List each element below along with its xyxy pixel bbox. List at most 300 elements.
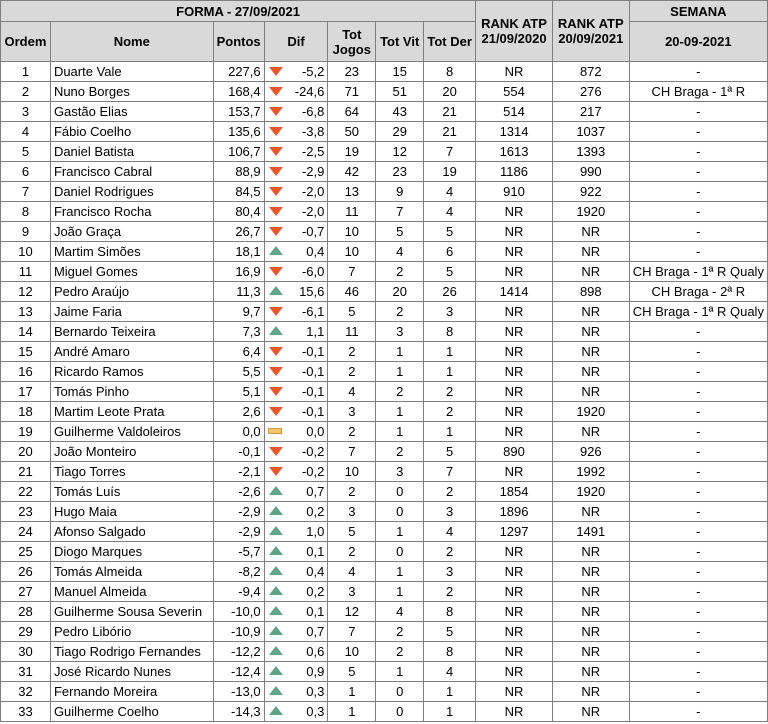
cell-tot-vit[interactable]: 1 [376, 342, 424, 362]
cell-tot-der[interactable]: 3 [424, 302, 476, 322]
cell-pontos[interactable]: 5,1 [213, 382, 264, 402]
cell-pontos[interactable]: 11,3 [213, 282, 264, 302]
cell-nome[interactable]: Hugo Maia [50, 502, 213, 522]
cell-ordem[interactable]: 22 [1, 482, 51, 502]
cell-semana[interactable]: - [629, 322, 767, 342]
cell-rank-2020[interactable]: NR [476, 602, 553, 622]
header-semana[interactable]: SEMANA [629, 1, 767, 22]
cell-rank-2020[interactable]: NR [476, 302, 553, 322]
header-rank-atp-2020[interactable] [476, 1, 553, 62]
cell-dif[interactable] [264, 442, 328, 462]
cell-tot-jogos[interactable]: 5 [328, 522, 376, 542]
cell-ordem[interactable]: 17 [1, 382, 51, 402]
cell-ordem[interactable]: 14 [1, 322, 51, 342]
cell-dif[interactable] [264, 502, 328, 522]
cell-nome[interactable]: João Graça [50, 222, 213, 242]
cell-semana[interactable]: - [629, 342, 767, 362]
cell-dif[interactable] [264, 422, 328, 442]
cell-semana[interactable]: - [629, 582, 767, 602]
cell-tot-jogos[interactable]: 11 [328, 202, 376, 222]
cell-ordem[interactable]: 12 [1, 282, 51, 302]
cell-tot-vit[interactable]: 1 [376, 522, 424, 542]
cell-dif[interactable] [264, 262, 328, 282]
cell-dif[interactable] [264, 642, 328, 662]
cell-tot-vit[interactable]: 43 [376, 102, 424, 122]
cell-dif[interactable] [264, 482, 328, 502]
cell-tot-vit[interactable]: 0 [376, 682, 424, 702]
cell-rank-2021[interactable]: NR [552, 542, 629, 562]
cell-tot-jogos[interactable]: 2 [328, 342, 376, 362]
cell-pontos[interactable]: -14,3 [213, 702, 264, 722]
header-dif[interactable]: Dif [264, 22, 328, 62]
cell-rank-2021[interactable]: 1393 [552, 142, 629, 162]
cell-nome[interactable]: Guilherme Coelho [50, 702, 213, 722]
cell-ordem[interactable]: 5 [1, 142, 51, 162]
cell-pontos[interactable]: 88,9 [213, 162, 264, 182]
cell-rank-2020[interactable]: NR [476, 342, 553, 362]
cell-rank-2021[interactable]: 1920 [552, 402, 629, 422]
cell-tot-vit[interactable]: 1 [376, 362, 424, 382]
cell-ordem[interactable]: 1 [1, 62, 51, 82]
cell-rank-2021[interactable]: 926 [552, 442, 629, 462]
cell-tot-jogos[interactable]: 50 [328, 122, 376, 142]
cell-tot-jogos[interactable]: 10 [328, 642, 376, 662]
cell-dif[interactable] [264, 682, 328, 702]
cell-tot-der[interactable]: 7 [424, 142, 476, 162]
cell-dif[interactable] [264, 142, 328, 162]
cell-semana[interactable]: - [629, 142, 767, 162]
cell-ordem[interactable]: 8 [1, 202, 51, 222]
cell-nome[interactable]: Guilherme Sousa Severin [50, 602, 213, 622]
cell-dif[interactable] [264, 122, 328, 142]
cell-rank-2020[interactable]: NR [476, 542, 553, 562]
cell-semana[interactable]: - [629, 642, 767, 662]
cell-dif[interactable] [264, 302, 328, 322]
cell-tot-der[interactable]: 7 [424, 462, 476, 482]
cell-dif[interactable] [264, 382, 328, 402]
cell-ordem[interactable]: 11 [1, 262, 51, 282]
cell-pontos[interactable]: 0,0 [213, 422, 264, 442]
cell-tot-der[interactable]: 2 [424, 482, 476, 502]
cell-pontos[interactable]: 18,1 [213, 242, 264, 262]
cell-nome[interactable]: Nuno Borges [50, 82, 213, 102]
cell-tot-vit[interactable]: 23 [376, 162, 424, 182]
cell-tot-der[interactable]: 2 [424, 402, 476, 422]
cell-tot-jogos[interactable]: 7 [328, 622, 376, 642]
cell-pontos[interactable]: 26,7 [213, 222, 264, 242]
cell-pontos[interactable]: -5,7 [213, 542, 264, 562]
cell-rank-2021[interactable]: 217 [552, 102, 629, 122]
cell-tot-der[interactable]: 1 [424, 362, 476, 382]
cell-dif[interactable] [264, 202, 328, 222]
cell-rank-2020[interactable]: NR [476, 662, 553, 682]
cell-rank-2020[interactable]: 1414 [476, 282, 553, 302]
cell-rank-2021[interactable]: NR [552, 602, 629, 622]
cell-nome[interactable]: Francisco Rocha [50, 202, 213, 222]
cell-tot-jogos[interactable]: 3 [328, 402, 376, 422]
cell-tot-vit[interactable]: 0 [376, 542, 424, 562]
cell-tot-jogos[interactable]: 19 [328, 142, 376, 162]
cell-tot-der[interactable]: 6 [424, 242, 476, 262]
cell-nome[interactable]: Tiago Torres [50, 462, 213, 482]
cell-tot-vit[interactable]: 4 [376, 242, 424, 262]
cell-semana[interactable]: - [629, 622, 767, 642]
cell-semana[interactable]: - [629, 682, 767, 702]
cell-rank-2020[interactable]: NR [476, 322, 553, 342]
cell-rank-2020[interactable]: 910 [476, 182, 553, 202]
cell-tot-der[interactable]: 4 [424, 202, 476, 222]
cell-tot-vit[interactable]: 9 [376, 182, 424, 202]
cell-semana[interactable]: CH Braga - 2ª R [629, 282, 767, 302]
cell-semana[interactable]: - [629, 102, 767, 122]
cell-dif[interactable] [264, 222, 328, 242]
cell-rank-2020[interactable]: NR [476, 622, 553, 642]
cell-dif[interactable] [264, 242, 328, 262]
cell-pontos[interactable]: 7,3 [213, 322, 264, 342]
cell-nome[interactable]: Pedro Libório [50, 622, 213, 642]
cell-nome[interactable]: Fernando Moreira [50, 682, 213, 702]
cell-tot-vit[interactable]: 0 [376, 482, 424, 502]
cell-ordem[interactable]: 18 [1, 402, 51, 422]
cell-rank-2021[interactable]: NR [552, 322, 629, 342]
cell-tot-jogos[interactable]: 1 [328, 682, 376, 702]
cell-rank-2021[interactable]: 898 [552, 282, 629, 302]
cell-semana[interactable]: - [629, 122, 767, 142]
cell-semana[interactable]: - [629, 542, 767, 562]
cell-rank-2020[interactable]: 1297 [476, 522, 553, 542]
cell-semana[interactable]: - [629, 362, 767, 382]
cell-semana[interactable]: - [629, 462, 767, 482]
cell-tot-der[interactable]: 1 [424, 682, 476, 702]
cell-rank-2020[interactable]: 1314 [476, 122, 553, 142]
cell-tot-der[interactable]: 8 [424, 602, 476, 622]
cell-rank-2020[interactable]: NR [476, 702, 553, 722]
cell-nome[interactable]: João Monteiro [50, 442, 213, 462]
cell-semana[interactable]: - [629, 562, 767, 582]
cell-rank-2021[interactable]: NR [552, 642, 629, 662]
cell-pontos[interactable]: 227,6 [213, 62, 264, 82]
cell-nome[interactable]: Guilherme Valdoleiros [50, 422, 213, 442]
header-tot-jogos[interactable] [328, 22, 376, 62]
cell-dif[interactable] [264, 342, 328, 362]
cell-tot-vit[interactable]: 1 [376, 582, 424, 602]
cell-pontos[interactable]: -2,1 [213, 462, 264, 482]
cell-ordem[interactable]: 33 [1, 702, 51, 722]
cell-tot-der[interactable]: 19 [424, 162, 476, 182]
cell-tot-der[interactable]: 4 [424, 522, 476, 542]
cell-rank-2020[interactable]: NR [476, 222, 553, 242]
cell-pontos[interactable]: -10,0 [213, 602, 264, 622]
cell-tot-der[interactable]: 8 [424, 642, 476, 662]
cell-tot-jogos[interactable]: 2 [328, 422, 376, 442]
cell-tot-vit[interactable]: 2 [376, 262, 424, 282]
cell-dif[interactable] [264, 282, 328, 302]
cell-rank-2021[interactable]: 1920 [552, 482, 629, 502]
cell-rank-2020[interactable]: NR [476, 362, 553, 382]
cell-rank-2020[interactable]: NR [476, 382, 553, 402]
cell-tot-der[interactable]: 4 [424, 182, 476, 202]
cell-tot-jogos[interactable]: 4 [328, 382, 376, 402]
cell-pontos[interactable]: -0,1 [213, 442, 264, 462]
cell-rank-2020[interactable]: NR [476, 562, 553, 582]
cell-semana[interactable]: - [629, 202, 767, 222]
cell-rank-2021[interactable]: 872 [552, 62, 629, 82]
cell-ordem[interactable]: 2 [1, 82, 51, 102]
cell-dif[interactable] [264, 522, 328, 542]
cell-nome[interactable]: Tomás Luís [50, 482, 213, 502]
header-nome[interactable]: Nome [50, 22, 213, 62]
cell-tot-vit[interactable]: 7 [376, 202, 424, 222]
cell-nome[interactable]: Miguel Gomes [50, 262, 213, 282]
cell-semana[interactable]: - [629, 402, 767, 422]
cell-tot-vit[interactable]: 2 [376, 302, 424, 322]
cell-pontos[interactable]: 2,6 [213, 402, 264, 422]
cell-pontos[interactable]: -2,9 [213, 502, 264, 522]
cell-rank-2021[interactable]: NR [552, 582, 629, 602]
cell-tot-vit[interactable]: 0 [376, 702, 424, 722]
cell-pontos[interactable]: -13,0 [213, 682, 264, 702]
cell-rank-2021[interactable]: NR [552, 342, 629, 362]
cell-ordem[interactable]: 13 [1, 302, 51, 322]
cell-semana[interactable]: - [629, 522, 767, 542]
cell-nome[interactable]: José Ricardo Nunes [50, 662, 213, 682]
cell-nome[interactable]: Martim Simões [50, 242, 213, 262]
cell-tot-vit[interactable]: 2 [376, 622, 424, 642]
cell-dif[interactable] [264, 162, 328, 182]
cell-tot-jogos[interactable]: 13 [328, 182, 376, 202]
cell-rank-2020[interactable]: 514 [476, 102, 553, 122]
cell-rank-2020[interactable]: NR [476, 242, 553, 262]
cell-semana[interactable]: - [629, 62, 767, 82]
cell-nome[interactable]: Tomás Pinho [50, 382, 213, 402]
cell-ordem[interactable]: 31 [1, 662, 51, 682]
cell-rank-2021[interactable]: 276 [552, 82, 629, 102]
cell-ordem[interactable]: 4 [1, 122, 51, 142]
cell-tot-jogos[interactable]: 7 [328, 442, 376, 462]
cell-tot-jogos[interactable]: 5 [328, 302, 376, 322]
cell-semana[interactable]: CH Braga - 1ª R Qualy [629, 262, 767, 282]
header-tot-vit[interactable]: Tot Vit [376, 22, 424, 62]
cell-ordem[interactable]: 10 [1, 242, 51, 262]
cell-tot-jogos[interactable]: 5 [328, 662, 376, 682]
cell-rank-2020[interactable]: 554 [476, 82, 553, 102]
cell-pontos[interactable]: 168,4 [213, 82, 264, 102]
cell-rank-2021[interactable]: NR [552, 562, 629, 582]
cell-tot-vit[interactable]: 1 [376, 402, 424, 422]
cell-pontos[interactable]: 16,9 [213, 262, 264, 282]
cell-semana[interactable]: CH Braga - 1ª R Qualy [629, 302, 767, 322]
cell-pontos[interactable]: -10,9 [213, 622, 264, 642]
cell-tot-vit[interactable]: 1 [376, 562, 424, 582]
cell-ordem[interactable]: 24 [1, 522, 51, 542]
cell-dif[interactable] [264, 82, 328, 102]
cell-ordem[interactable]: 20 [1, 442, 51, 462]
cell-tot-vit[interactable]: 20 [376, 282, 424, 302]
cell-tot-jogos[interactable]: 12 [328, 602, 376, 622]
cell-tot-vit[interactable]: 2 [376, 382, 424, 402]
header-rank-atp-2021[interactable] [552, 1, 629, 62]
cell-tot-jogos[interactable]: 2 [328, 542, 376, 562]
cell-pontos[interactable]: -9,4 [213, 582, 264, 602]
cell-dif[interactable] [264, 102, 328, 122]
cell-tot-vit[interactable]: 4 [376, 602, 424, 622]
cell-tot-jogos[interactable]: 10 [328, 242, 376, 262]
cell-tot-jogos[interactable]: 42 [328, 162, 376, 182]
cell-tot-der[interactable]: 3 [424, 562, 476, 582]
cell-rank-2021[interactable]: NR [552, 382, 629, 402]
cell-semana[interactable]: - [629, 382, 767, 402]
cell-semana[interactable]: - [629, 162, 767, 182]
cell-rank-2020[interactable]: NR [476, 62, 553, 82]
cell-tot-vit[interactable]: 12 [376, 142, 424, 162]
cell-tot-der[interactable]: 2 [424, 382, 476, 402]
cell-rank-2021[interactable]: NR [552, 242, 629, 262]
cell-ordem[interactable]: 7 [1, 182, 51, 202]
cell-nome[interactable]: Martim Leote Prata [50, 402, 213, 422]
cell-dif[interactable] [264, 62, 328, 82]
cell-tot-der[interactable]: 5 [424, 442, 476, 462]
cell-tot-jogos[interactable]: 10 [328, 222, 376, 242]
cell-nome[interactable]: Manuel Almeida [50, 582, 213, 602]
cell-rank-2020[interactable]: NR [476, 202, 553, 222]
cell-nome[interactable]: Jaime Faria [50, 302, 213, 322]
cell-ordem[interactable]: 19 [1, 422, 51, 442]
cell-pontos[interactable]: 80,4 [213, 202, 264, 222]
header-pontos[interactable]: Pontos [213, 22, 264, 62]
cell-dif[interactable] [264, 182, 328, 202]
cell-semana[interactable]: - [629, 422, 767, 442]
cell-tot-der[interactable]: 5 [424, 222, 476, 242]
cell-tot-jogos[interactable]: 2 [328, 362, 376, 382]
cell-ordem[interactable]: 32 [1, 682, 51, 702]
header-tot-der[interactable]: Tot Der [424, 22, 476, 62]
cell-dif[interactable] [264, 402, 328, 422]
cell-tot-der[interactable]: 3 [424, 502, 476, 522]
cell-pontos[interactable]: 135,6 [213, 122, 264, 142]
cell-nome[interactable]: Duarte Vale [50, 62, 213, 82]
cell-pontos[interactable]: 106,7 [213, 142, 264, 162]
cell-rank-2021[interactable]: 1920 [552, 202, 629, 222]
header-ordem[interactable]: Ordem [1, 22, 51, 62]
cell-ordem[interactable]: 28 [1, 602, 51, 622]
cell-rank-2020[interactable]: NR [476, 582, 553, 602]
cell-rank-2021[interactable]: NR [552, 622, 629, 642]
cell-semana[interactable]: - [629, 482, 767, 502]
cell-tot-der[interactable]: 5 [424, 262, 476, 282]
cell-tot-vit[interactable]: 5 [376, 222, 424, 242]
cell-ordem[interactable]: 29 [1, 622, 51, 642]
cell-tot-der[interactable]: 8 [424, 322, 476, 342]
cell-tot-vit[interactable]: 2 [376, 442, 424, 462]
cell-ordem[interactable]: 25 [1, 542, 51, 562]
cell-tot-vit[interactable]: 1 [376, 422, 424, 442]
cell-nome[interactable]: Diogo Marques [50, 542, 213, 562]
cell-tot-jogos[interactable]: 1 [328, 702, 376, 722]
cell-tot-der[interactable]: 1 [424, 342, 476, 362]
cell-tot-der[interactable]: 1 [424, 422, 476, 442]
cell-nome[interactable]: Ricardo Ramos [50, 362, 213, 382]
cell-tot-jogos[interactable]: 64 [328, 102, 376, 122]
cell-rank-2021[interactable]: 990 [552, 162, 629, 182]
cell-pontos[interactable]: 5,5 [213, 362, 264, 382]
cell-nome[interactable]: Gastão Elias [50, 102, 213, 122]
cell-nome[interactable]: André Amaro [50, 342, 213, 362]
cell-pontos[interactable]: -8,2 [213, 562, 264, 582]
cell-tot-jogos[interactable]: 46 [328, 282, 376, 302]
cell-tot-jogos[interactable]: 3 [328, 582, 376, 602]
cell-rank-2020[interactable]: 1613 [476, 142, 553, 162]
cell-rank-2020[interactable]: 890 [476, 442, 553, 462]
cell-semana[interactable]: - [629, 182, 767, 202]
cell-nome[interactable]: Tiago Rodrigo Fernandes [50, 642, 213, 662]
cell-nome[interactable]: Tomás Almeida [50, 562, 213, 582]
cell-dif[interactable] [264, 602, 328, 622]
cell-nome[interactable]: Afonso Salgado [50, 522, 213, 542]
title-cell[interactable]: FORMA - 27/09/2021 [1, 1, 476, 22]
cell-tot-der[interactable]: 2 [424, 542, 476, 562]
cell-ordem[interactable]: 30 [1, 642, 51, 662]
cell-nome[interactable]: Fábio Coelho [50, 122, 213, 142]
cell-rank-2021[interactable]: NR [552, 702, 629, 722]
cell-tot-der[interactable]: 1 [424, 702, 476, 722]
cell-tot-der[interactable]: 26 [424, 282, 476, 302]
cell-ordem[interactable]: 27 [1, 582, 51, 602]
cell-tot-jogos[interactable]: 11 [328, 322, 376, 342]
cell-rank-2020[interactable]: 1896 [476, 502, 553, 522]
cell-ordem[interactable]: 23 [1, 502, 51, 522]
cell-ordem[interactable]: 6 [1, 162, 51, 182]
cell-rank-2020[interactable]: NR [476, 642, 553, 662]
cell-rank-2021[interactable]: NR [552, 422, 629, 442]
cell-dif[interactable] [264, 322, 328, 342]
cell-tot-jogos[interactable]: 2 [328, 482, 376, 502]
cell-pontos[interactable]: 6,4 [213, 342, 264, 362]
cell-tot-der[interactable]: 20 [424, 82, 476, 102]
cell-dif[interactable] [264, 662, 328, 682]
cell-rank-2020[interactable]: 1854 [476, 482, 553, 502]
header-semana-date[interactable]: 20-09-2021 [629, 22, 767, 62]
cell-dif[interactable] [264, 462, 328, 482]
cell-pontos[interactable]: -12,4 [213, 662, 264, 682]
cell-ordem[interactable]: 21 [1, 462, 51, 482]
cell-tot-der[interactable]: 5 [424, 622, 476, 642]
cell-tot-vit[interactable]: 3 [376, 462, 424, 482]
cell-rank-2021[interactable]: NR [552, 662, 629, 682]
cell-rank-2021[interactable]: NR [552, 502, 629, 522]
cell-nome[interactable]: Francisco Cabral [50, 162, 213, 182]
cell-rank-2021[interactable]: 1491 [552, 522, 629, 542]
cell-nome[interactable]: Daniel Batista [50, 142, 213, 162]
cell-tot-der[interactable]: 2 [424, 582, 476, 602]
cell-nome[interactable]: Daniel Rodrigues [50, 182, 213, 202]
cell-dif[interactable] [264, 562, 328, 582]
cell-nome[interactable]: Bernardo Teixeira [50, 322, 213, 342]
cell-tot-vit[interactable]: 29 [376, 122, 424, 142]
cell-tot-jogos[interactable]: 4 [328, 562, 376, 582]
cell-tot-vit[interactable]: 15 [376, 62, 424, 82]
cell-rank-2021[interactable]: NR [552, 682, 629, 702]
cell-semana[interactable]: - [629, 602, 767, 622]
cell-tot-vit[interactable]: 1 [376, 662, 424, 682]
cell-pontos[interactable]: -12,2 [213, 642, 264, 662]
cell-tot-jogos[interactable]: 10 [328, 462, 376, 482]
cell-rank-2020[interactable]: NR [476, 462, 553, 482]
cell-tot-jogos[interactable]: 7 [328, 262, 376, 282]
cell-rank-2020[interactable]: NR [476, 682, 553, 702]
cell-tot-vit[interactable]: 51 [376, 82, 424, 102]
cell-tot-jogos[interactable]: 71 [328, 82, 376, 102]
cell-dif[interactable] [264, 582, 328, 602]
